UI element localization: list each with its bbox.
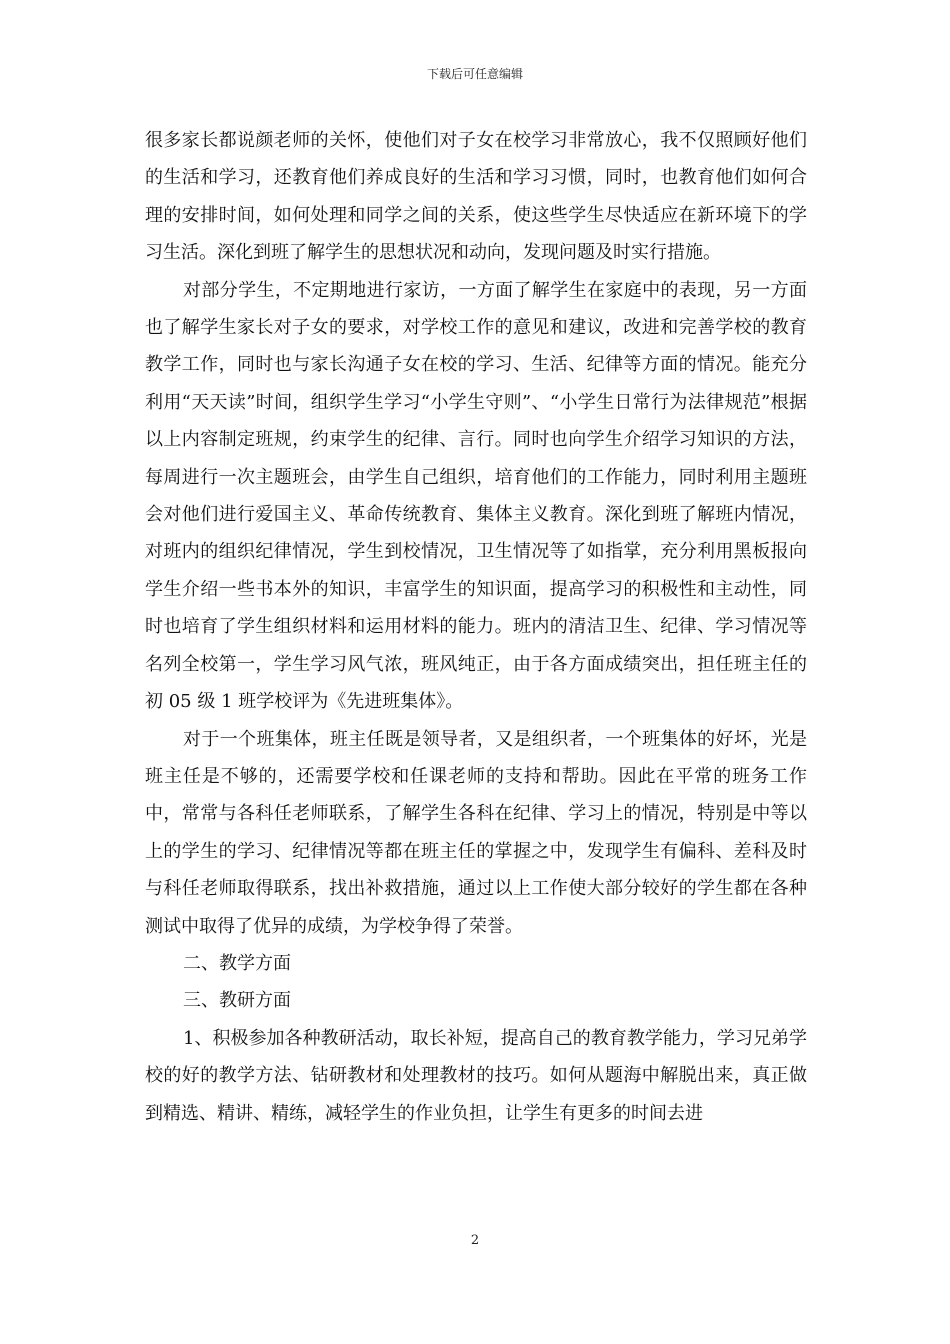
- paragraph-2: 对部分学生，不定期地进行家访，一方面了解学生在家庭中的表现，另一方面也了解学生家长对子女的要求，对学校工作的意见和建议，改进和完善学校的教育教学工作，同时也与家长沟通子女在校的学习、生活、纪律等方面的情况。能充分利用“天天读”时间，组织学生学习“小学生守则”、“小学生日常行为法律规范”根据以上内容制定班规，约束学生的纪律、言行。同时也向学生介绍学习知识的方法，每周进行一次主题班会，由学生自己组织，培育他们的工作能力，同时利用主题班会对他们进行爱国主义、革命传统教育、集体主义教育。深化到班了解班内情况，对班内的组织纪律情况，学生到校情况，卫生情况等了如指掌，充分利用黑板报向学生介绍一些书本外的知识，丰富学生的知识面，提高学习的积极性和主动性，同时也培育了学生组织材料和运用材料的能力。班内的清洁卫生、纪律、学习情况等名列全校第一，学生学习风气浓，班风纯正，由于各方面成绩突出，担任班主任的初 05 级 1 班学校评为《先进班集体》。: [145, 279, 807, 713]
- paragraph-3: 对于一个班集体，班主任既是领导者，又是组织者，一个班集体的好坏，光是班主任是不够的，还需要学校和任课老师的支持和帮助。因此在平常的班务工作中，常常与各科任老师联系，了解学生各科在纪律、学习上的情况，特别是中等以上的学生的学习、纪律情况等都在班主任的掌握之中，发现学生有偏科、差科及时与科任老师取得联系，找出补救措施，通过以上工作使大部分较好的学生都在各种测试中取得了优异的成绩，为学校争得了荣誉。: [145, 728, 807, 937]
- body-text: [145, 122, 807, 1132]
- paragraph-research-1: 1、积极参加各种教研活动，取长补短，提高自己的教育教学能力，学习兄弟学校的好的教学方法、钻研教材和处理教材的技巧。如何从题海中解脱出来，真正做到精选、精讲、精练，减轻学生的作业负担，让学生有更多的时间去进: [145, 1027, 807, 1124]
- paragraph-1: 很多家长都说颜老师的关怀，使他们对子女在校学习非常放心，我不仅照顾好他们的生活和学习，还教育他们养成良好的生活和学习习惯，同时，也教育他们如何合理的安排时间，如何处理和同学之间的关系，使这些学生尽快适应在新环境下的学习生活。深化到班了解学生的思想状况和动向，发现问题及时实行措施。: [145, 130, 807, 264]
- section-heading-teaching: 二、教学方面: [183, 952, 291, 974]
- section-heading-research: 三、教研方面: [183, 990, 291, 1012]
- page-number: 2: [470, 1233, 480, 1248]
- page-header: 下载后可任意编辑: [426, 67, 523, 81]
